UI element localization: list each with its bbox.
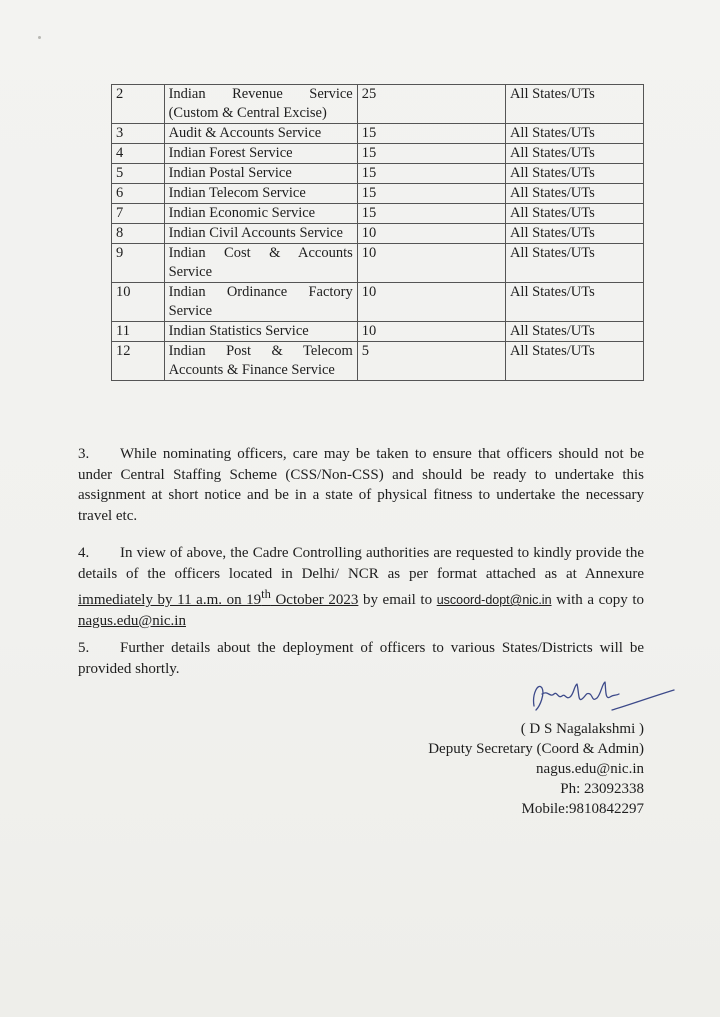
row-number-cell: 10 — [112, 283, 165, 322]
paragraph-4 — [78, 543, 644, 631]
region-cell: All States/UTs — [505, 144, 643, 164]
table-row — [112, 244, 644, 283]
service-name-cell: Indian Forest Service — [164, 144, 357, 164]
service-name-cell: Indian Revenue Service (Custom & Central Excise) — [164, 85, 357, 124]
region-cell: All States/UTs — [505, 184, 643, 204]
table-row — [112, 283, 644, 322]
region-cell: All States/UTs — [505, 85, 643, 124]
officer-count-cell: 10 — [357, 283, 505, 322]
row-number-cell: 12 — [112, 342, 165, 381]
signatory-block — [428, 719, 644, 819]
row-number-cell: 3 — [112, 124, 165, 144]
paragraph-text: While nominating officers, care may be taken to ensure that officers should not be under Central Staffing Scheme (CSS/Non-CSS) and should be ready to undertake this assignment at short notice and be in a state of physical fitness to undertake the necessary travel etc. — [78, 446, 644, 524]
signatory-mobile: Mobile:9810842297 — [521, 801, 644, 817]
paragraph-text: Further details about the deployment of officers to various States/Districts will be provided shortly. — [78, 640, 644, 677]
row-number-cell: 6 — [112, 184, 165, 204]
paragraph-3 — [78, 444, 644, 526]
table-row — [112, 184, 644, 204]
table-row — [112, 164, 644, 184]
row-number-cell: 9 — [112, 244, 165, 283]
officer-count-cell: 5 — [357, 342, 505, 381]
region-cell: All States/UTs — [505, 283, 643, 322]
table-row — [112, 144, 644, 164]
officer-count-cell: 25 — [357, 85, 505, 124]
officer-count-cell: 15 — [357, 204, 505, 224]
service-name-cell: Indian Civil Accounts Service — [164, 224, 357, 244]
signatory-designation: Deputy Secretary (Coord & Admin) — [428, 741, 644, 757]
signatory-email[interactable]: nagus.edu@nic.in — [536, 761, 644, 777]
officer-count-cell: 15 — [357, 124, 505, 144]
officer-count-cell: 15 — [357, 144, 505, 164]
service-name-cell: Indian Cost & Accounts Service — [164, 244, 357, 283]
paragraph-text: In view of above, the Cadre Controlling authorities are requested to kindly provide the details of the officers located in Delhi/ NCR as per format attached as at Annexure — [78, 545, 644, 582]
handwritten-signature — [528, 672, 678, 720]
deadline-date: immediately by 11 a.m. on 19 — [78, 592, 262, 608]
table-row — [112, 322, 644, 342]
region-cell: All States/UTs — [505, 224, 643, 244]
row-number-cell: 11 — [112, 322, 165, 342]
table-row — [112, 85, 644, 124]
paragraph-text: with a copy to — [551, 592, 645, 608]
deadline-text — [78, 587, 359, 608]
row-number-cell: 2 — [112, 85, 165, 124]
table-row — [112, 224, 644, 244]
service-name-cell: Indian Ordinance Factory Service — [164, 283, 357, 322]
row-number-cell: 7 — [112, 204, 165, 224]
deadline-month: October 2023 — [270, 592, 359, 608]
table-row — [112, 342, 644, 381]
email-link-uscoord[interactable]: uscoord-dopt@nic.in — [436, 593, 552, 607]
row-number-cell: 8 — [112, 224, 165, 244]
table-row — [112, 204, 644, 224]
region-cell: All States/UTs — [505, 342, 643, 381]
officer-count-cell: 10 — [357, 322, 505, 342]
region-cell: All States/UTs — [505, 124, 643, 144]
scan-speck — [38, 36, 41, 39]
row-number-cell: 5 — [112, 164, 165, 184]
region-cell: All States/UTs — [505, 244, 643, 283]
service-name-cell: Indian Economic Service — [164, 204, 357, 224]
service-name-cell: Indian Telecom Service — [164, 184, 357, 204]
table-row — [112, 124, 644, 144]
email-link-nagus[interactable]: nagus.edu@nic.in — [78, 612, 186, 629]
service-name-cell: Indian Postal Service — [164, 164, 357, 184]
service-name-cell: Indian Statistics Service — [164, 322, 357, 342]
paragraph-number: 4. — [78, 545, 90, 561]
officer-count-cell: 10 — [357, 224, 505, 244]
paragraph-number: 5. — [78, 640, 90, 656]
region-cell: All States/UTs — [505, 322, 643, 342]
paragraph-number: 3. — [78, 446, 90, 462]
region-cell: All States/UTs — [505, 204, 643, 224]
row-number-cell: 4 — [112, 144, 165, 164]
signatory-name: ( D S Nagalakshmi ) — [520, 721, 644, 737]
signatory-phone: Ph: 23092338 — [560, 781, 644, 797]
officer-count-cell: 15 — [357, 164, 505, 184]
service-name-cell: Audit & Accounts Service — [164, 124, 357, 144]
services-table — [111, 84, 644, 381]
region-cell: All States/UTs — [505, 164, 643, 184]
paragraph-text: by email to — [358, 592, 437, 608]
services-table-body — [112, 85, 644, 381]
officer-count-cell: 10 — [357, 244, 505, 283]
deadline-ordinal: th — [261, 587, 271, 601]
officer-count-cell: 15 — [357, 184, 505, 204]
service-name-cell: Indian Post & Telecom Accounts & Finance Service — [164, 342, 357, 381]
